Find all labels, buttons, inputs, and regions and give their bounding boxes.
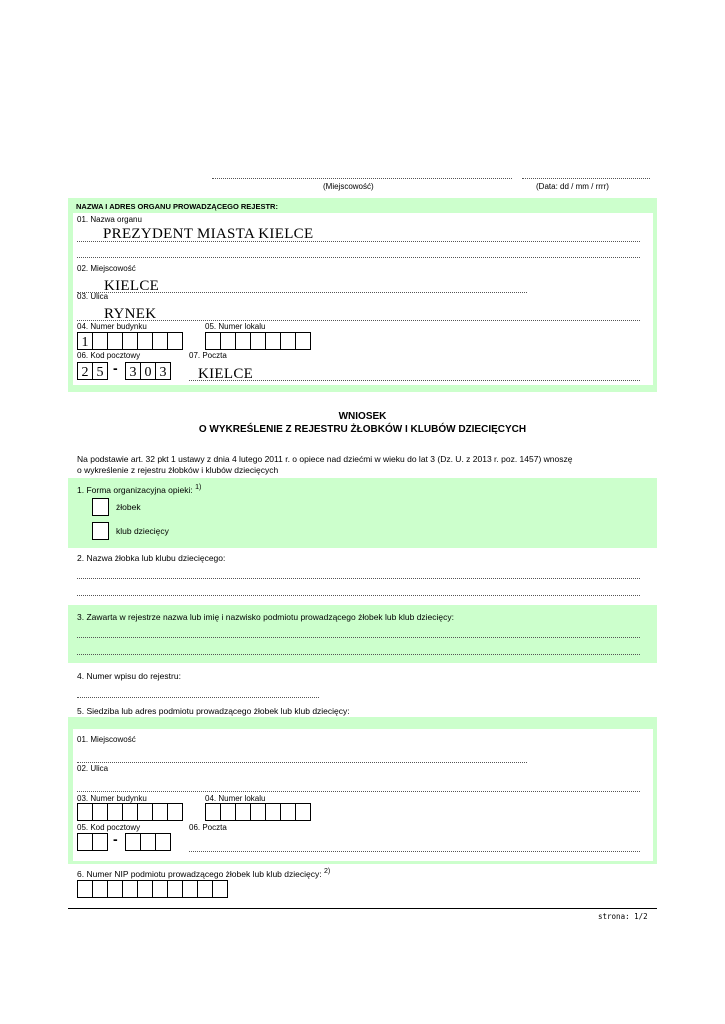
digit-cell[interactable] bbox=[235, 332, 251, 350]
digit-cell[interactable] bbox=[250, 332, 266, 350]
q5-postal-a[interactable] bbox=[77, 833, 107, 851]
klub-checkbox[interactable] bbox=[92, 522, 109, 540]
q2-label: 2. Nazwa żłobka lub klubu dziecięcego: bbox=[77, 553, 226, 563]
digit-cell[interactable] bbox=[137, 803, 153, 821]
digit-cell[interactable] bbox=[295, 332, 311, 350]
q2-line-2[interactable] bbox=[77, 595, 640, 596]
date-line[interactable] bbox=[522, 178, 650, 179]
digit-cell[interactable] bbox=[92, 880, 108, 898]
q5-post-label: 06. Poczta bbox=[189, 823, 227, 832]
organ-name-line-2 bbox=[77, 257, 640, 258]
digit-cell[interactable] bbox=[107, 880, 123, 898]
q3-line-2[interactable] bbox=[77, 654, 640, 655]
digit-cell[interactable] bbox=[220, 332, 236, 350]
digit-cell[interactable] bbox=[280, 803, 296, 821]
digit-cell[interactable] bbox=[107, 803, 123, 821]
digit-cell[interactable]: 2 bbox=[77, 362, 93, 380]
intro-line-1: Na podstawie art. 32 pkt 1 ustawy z dnia 4 lutego 2011 r. o opiece nad dziećmi w wieku do lat 3 (Dz. U. z 2013 r. poz. 1457) wnoszę bbox=[77, 454, 573, 464]
q5-postal-b[interactable] bbox=[125, 833, 170, 851]
digit-cell[interactable] bbox=[140, 833, 156, 851]
digit-cell[interactable] bbox=[92, 833, 108, 851]
organ-postal-label: 06. Kod pocztowy bbox=[77, 351, 141, 360]
organ-building-label: 04. Numer budynku bbox=[77, 322, 147, 331]
digit-cell[interactable] bbox=[77, 833, 93, 851]
digit-cell[interactable] bbox=[152, 880, 168, 898]
digit-cell[interactable] bbox=[235, 803, 251, 821]
intro-line-2: o wykreślenie z rejestru żłobków i klubów dziecięcych bbox=[77, 465, 279, 475]
q5-postal-dash: - bbox=[113, 831, 118, 847]
q5-street-line[interactable] bbox=[77, 791, 640, 792]
digit-cell[interactable] bbox=[77, 880, 93, 898]
q5-unit-boxes[interactable] bbox=[205, 803, 310, 821]
date-label: (Data: dd / mm / rrrr) bbox=[536, 182, 609, 191]
organ-heading: NAZWA I ADRES ORGANU PROWADZĄCEGO REJESTR: bbox=[76, 202, 278, 211]
form-subtitle: O WYKREŚLENIE Z REJESTRU ŻŁOBKÓW I KLUBÓW DZIECIĘCYCH bbox=[198, 424, 527, 435]
organ-street-label: 03. Ulica bbox=[77, 292, 109, 301]
organ-unit-boxes[interactable] bbox=[205, 332, 310, 350]
q5-label: 5. Siedziba lub adres podmiotu prowadzącego żłobek lub klub dziecięcy: bbox=[77, 706, 350, 716]
digit-cell[interactable] bbox=[182, 880, 198, 898]
digit-cell[interactable] bbox=[265, 803, 281, 821]
digit-cell[interactable] bbox=[107, 332, 123, 350]
q4-line[interactable] bbox=[77, 697, 319, 698]
digit-cell[interactable] bbox=[167, 880, 183, 898]
digit-cell[interactable] bbox=[220, 803, 236, 821]
organ-post-line bbox=[189, 380, 640, 381]
organ-street-value[interactable]: RYNEK bbox=[104, 306, 157, 322]
klub-label: klub dziecięcy bbox=[116, 526, 169, 536]
q6-footnote: 2) bbox=[323, 868, 331, 875]
zlobek-label: żłobek bbox=[116, 502, 141, 512]
digit-cell[interactable]: 3 bbox=[155, 362, 171, 380]
digit-cell[interactable] bbox=[167, 332, 183, 350]
organ-building-boxes[interactable] bbox=[77, 332, 182, 350]
digit-cell[interactable] bbox=[152, 803, 168, 821]
digit-cell[interactable] bbox=[155, 833, 171, 851]
q5-street-label: 02. Ulica bbox=[77, 764, 109, 773]
digit-cell[interactable] bbox=[77, 803, 93, 821]
footer-rule bbox=[68, 908, 657, 909]
q1-label: 1. Forma organizacyjna opieki: $^{1)}$ bbox=[77, 484, 202, 495]
digit-cell[interactable] bbox=[197, 880, 213, 898]
digit-cell[interactable] bbox=[205, 803, 221, 821]
organ-postal-a[interactable] bbox=[77, 362, 107, 380]
form-title: WNIOSEK bbox=[338, 411, 387, 422]
digit-cell[interactable] bbox=[125, 833, 141, 851]
digit-cell[interactable] bbox=[122, 332, 138, 350]
q5-building-boxes[interactable] bbox=[77, 803, 182, 821]
digit-cell[interactable] bbox=[250, 803, 266, 821]
organ-name-label: 01. Nazwa organu bbox=[77, 215, 142, 224]
digit-cell[interactable] bbox=[152, 332, 168, 350]
postal-dash: - bbox=[113, 360, 118, 376]
q5-unit-label: 04. Numer lokalu bbox=[205, 794, 266, 803]
zlobek-checkbox[interactable] bbox=[92, 498, 109, 516]
q5-city-line[interactable] bbox=[77, 762, 527, 763]
organ-unit-label: 05. Numer lokalu bbox=[205, 322, 266, 331]
q5-building-label: 03. Numer budynku bbox=[77, 794, 147, 803]
q2-line-1[interactable] bbox=[77, 578, 640, 579]
organ-city-value[interactable]: KIELCE bbox=[104, 278, 160, 294]
organ-post-label: 07. Poczta bbox=[189, 351, 227, 360]
digit-cell[interactable] bbox=[280, 332, 296, 350]
digit-cell[interactable] bbox=[92, 803, 108, 821]
organ-city-label: 02. Miejscowość bbox=[77, 264, 136, 273]
q5-city-label: 01. Miejscowość bbox=[77, 735, 136, 744]
digit-cell[interactable]: 3 bbox=[125, 362, 141, 380]
q3-label: 3. Zawarta w rejestrze nazwa lub imię i nazwisko podmiotu prowadzącego żłobek lub klub dziecięcy: bbox=[77, 612, 455, 622]
digit-cell[interactable] bbox=[265, 332, 281, 350]
digit-cell[interactable] bbox=[92, 332, 108, 350]
place-line[interactable] bbox=[212, 178, 512, 179]
digit-cell[interactable] bbox=[167, 803, 183, 821]
place-label: (Miejscowość) bbox=[323, 182, 374, 191]
digit-cell[interactable]: 1 bbox=[77, 332, 93, 350]
organ-postal-b[interactable] bbox=[125, 362, 170, 380]
digit-cell[interactable]: 0 bbox=[140, 362, 156, 380]
q4-label: 4. Numer wpisu do rejestru: bbox=[77, 671, 181, 681]
organ-city-line bbox=[77, 292, 527, 293]
q5-postal-label: 05. Kod pocztowy bbox=[77, 823, 141, 832]
digit-cell[interactable]: 5 bbox=[92, 362, 108, 380]
digit-cell[interactable] bbox=[212, 880, 228, 898]
q1-footnote: 1) bbox=[195, 484, 202, 491]
digit-cell[interactable] bbox=[205, 332, 221, 350]
page-number: strona: 1/2 bbox=[598, 912, 648, 921]
nip-boxes[interactable] bbox=[77, 880, 227, 898]
digit-cell[interactable] bbox=[295, 803, 311, 821]
organ-name-value[interactable]: PREZYDENT MIASTA KIELCE bbox=[103, 226, 314, 242]
organ-post-value[interactable]: KIELCE bbox=[198, 366, 254, 382]
q6-label: 6. Numer NIP podmiotu prowadzącego żłobek lub klub dziecięcy: $^{2)}$ bbox=[77, 868, 331, 879]
organ-name-line bbox=[77, 241, 640, 242]
q3-line-1[interactable] bbox=[77, 637, 640, 638]
digit-cell[interactable] bbox=[122, 880, 138, 898]
digit-cell[interactable] bbox=[122, 803, 138, 821]
organ-street-line bbox=[77, 320, 640, 321]
digit-cell[interactable] bbox=[137, 332, 153, 350]
digit-cell[interactable] bbox=[137, 880, 153, 898]
q5-post-line[interactable] bbox=[189, 851, 640, 852]
